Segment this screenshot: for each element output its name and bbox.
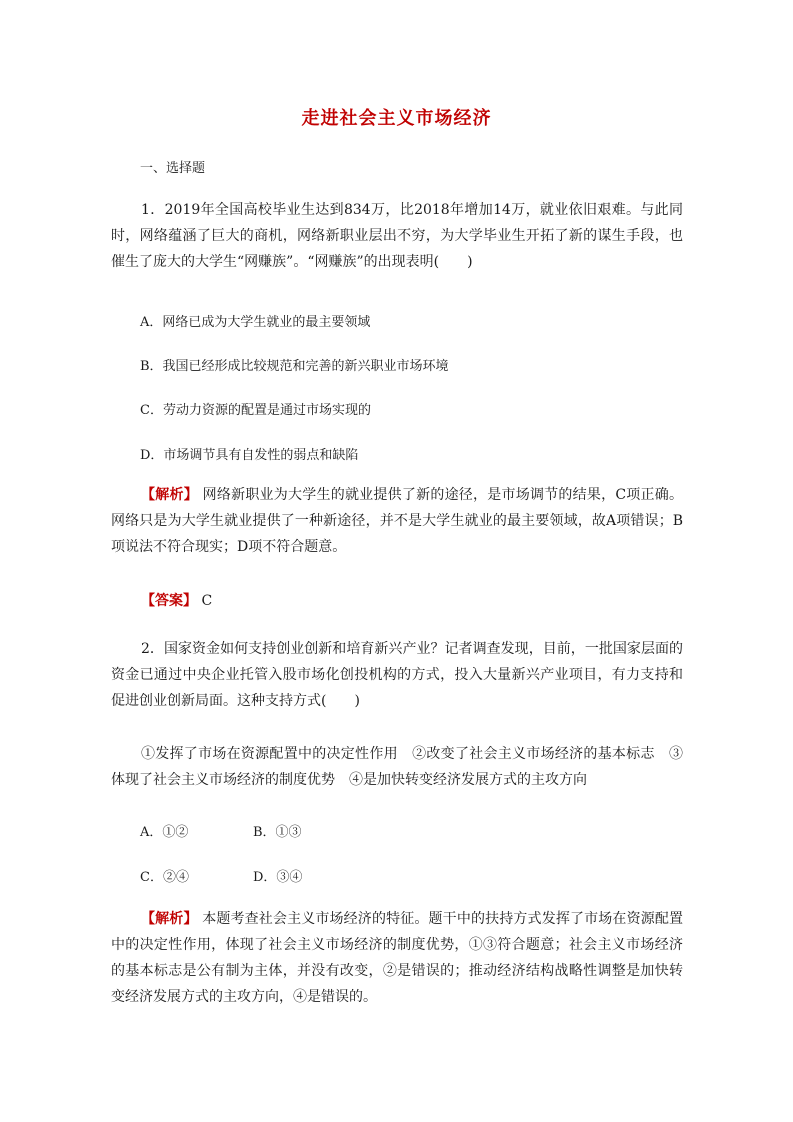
analysis-text: 本题考查社会主义市场经济的特征。题干中的扶持方式发挥了市场在资源配置中的决定性作用，体现了社会主义市场经济的制度优势，①③符合题意；社会主义市场经济的基本标志是公有制为主体，并没有改变，②是错误的；推动经济结构战略性调整是加快转变经济发展方式的主攻方向，④是错误的。 (111, 911, 684, 1005)
analysis-tag: 【解析】 (141, 487, 198, 503)
question-2-option-c: C．②④ (140, 870, 189, 885)
analysis-text: 网络新职业为大学生的就业提供了新的途径，是市场调节的结果，C项正确。网络只是为大学生就业提供了一种新途径，并不是大学生就业的最主要领域，故A项错误；B项说法不符合现实；D项不符合题意。 (111, 487, 684, 555)
question-1-analysis (111, 482, 683, 560)
question-2-analysis (111, 906, 683, 1010)
analysis-tag: 【解析】 (141, 911, 198, 927)
question-2-stem: 2．国家资金如何支持创业创新和培育新兴产业？记者调查发现，目前，一批国家层面的资金已通过中央企业托管入股市场化创投机构的方式，投入大量新兴产业项目，有力支持和促进创业创新局面。这种支持方式( ) (111, 641, 683, 709)
question-2-statements: ①发挥了市场在资源配置中的决定性作用 ②改变了社会主义市场经济的基本标志 ③体现了社会主义市场经济的制度优势 ④是加快转变经济发展方式的主攻方向 (111, 746, 683, 788)
question-1-option-d: D．市场调节具有自发性的弱点和缺陷 (140, 448, 359, 463)
question-2-option-b: B．①③ (253, 825, 302, 840)
question-1-answer (111, 588, 683, 614)
answer-tag: 【答案】 (141, 593, 197, 609)
answer-text: C (201, 593, 213, 609)
question-2-option-d: D．③④ (253, 870, 303, 885)
page-title: 走进社会主义市场经济 (301, 108, 492, 129)
question-1-option-b: B．我国已经形成比较规范和完善的新兴职业市场环境 (140, 359, 449, 374)
question-1-stem: 1．2019年全国高校毕业生达到834万，比2018年增加14万，就业依旧艰难。与此同时，网络蕴涵了巨大的商机，网络新职业层出不穷，为大学毕业生开拓了新的谋生手段，也催生了庞大的大学生“网赚族”。“网赚族”的出现表明( ) (111, 202, 683, 270)
question-1-option-c: C．劳动力资源的配置是通过市场实现的 (140, 403, 371, 418)
section-heading: 一、选择题 (140, 161, 206, 176)
question-1-option-a: A．网络已成为大学生就业的最主要领域 (140, 315, 371, 330)
question-2-option-a: A．①② (140, 825, 189, 840)
